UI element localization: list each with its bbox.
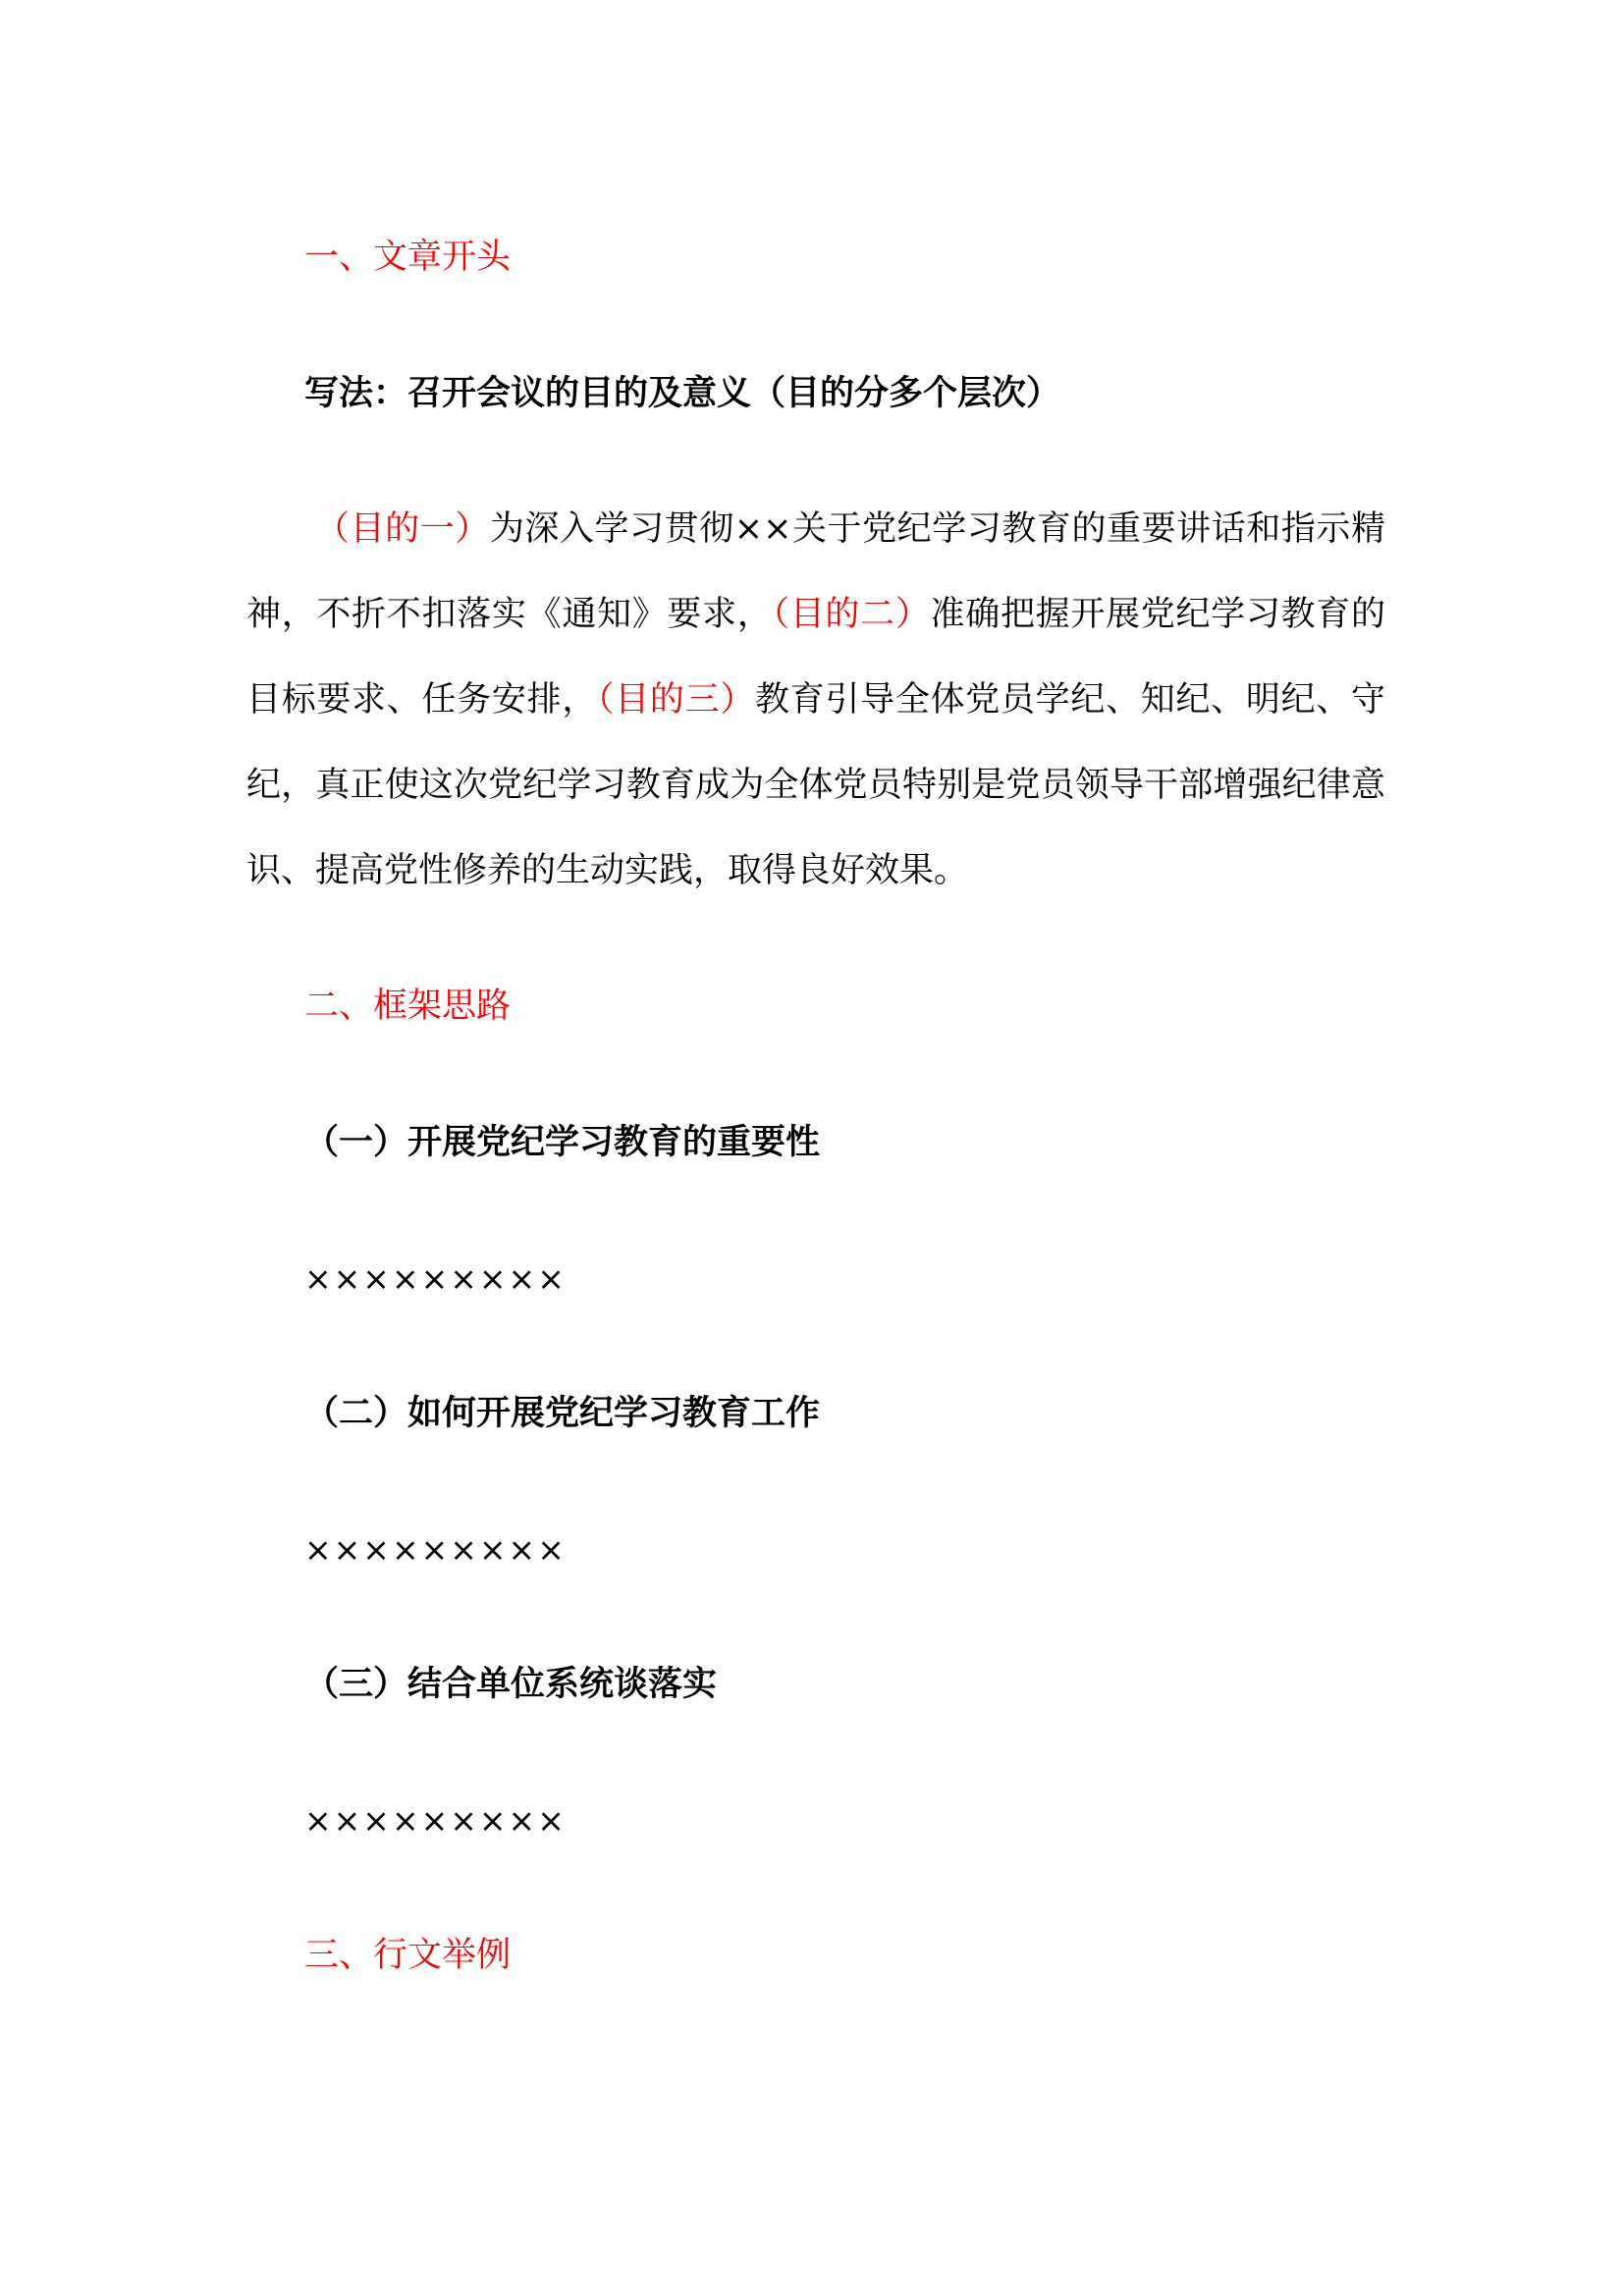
writing-method-note: 写法：召开会议的目的及意义（目的分多个层次） [304,374,1061,413]
purpose-one-tag: （目的一） [315,509,490,549]
framework-item-content: ××××××××× [304,1801,567,1840]
purpose-three-tag: （目的三） [597,680,756,720]
section-heading-framework: 二、框架思路 [304,987,512,1026]
purpose-one-text: 为深入学习贯彻××关于党纪学习教育的重要讲话和指示精神，不折不扣落实《通知》要求， [246,509,1385,634]
purpose-two-tag: （目的二） [772,595,931,634]
framework-item-title: （二）如何开展党纪学习教育工作 [304,1394,821,1433]
framework-item-content: ××××××××× [304,1259,567,1298]
framework-item-title: （一）开展党纪学习教育的重要性 [304,1123,821,1162]
section-heading-examples: 三、行文举例 [304,1936,512,1975]
purpose-two-text: 准确把握开展党纪学习教育的目标要求、任务安排， [246,595,1385,720]
section-heading-opening: 一、文章开头 [304,238,512,277]
purpose-three-text: 教育引导全体党员学纪、知纪、明纪、守纪，真正使这次党纪学习教育成为全体党员特别是党员领导干部增强纪律意识、提高党性修养的生动实践，取得良好效果。 [246,680,1385,890]
opening-paragraph [246,487,1385,914]
framework-item-title: （三）结合单位系统谈落实 [304,1665,718,1704]
framework-item-content: ××××××××× [304,1530,567,1569]
